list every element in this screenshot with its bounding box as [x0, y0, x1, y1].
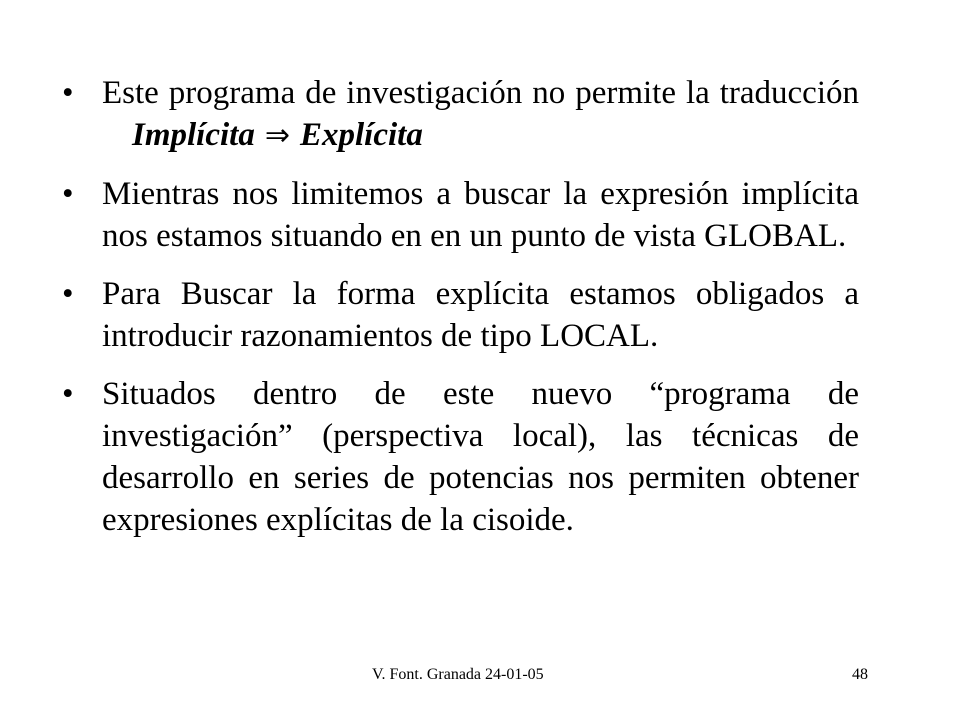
- bullet-text: [102, 72, 859, 157]
- bullet-item-translation: [62, 72, 859, 157]
- bullet-marker: •: [62, 176, 74, 212]
- bullet-text: Mientras nos limitemos a buscar la expresión implícita nos estamos situando en en un punto de vista GLOBAL.: [102, 176, 859, 254]
- bullet-marker: •: [62, 276, 74, 312]
- bullet-marker: •: [62, 376, 74, 412]
- term-implicit: Implícita: [132, 117, 255, 153]
- term-explicit: Explícita: [299, 117, 423, 153]
- footer-author-date: V. Font. Granada 24-01-05: [372, 666, 544, 683]
- bullet-text-before: Este programa de investigación no permite la traducción: [102, 75, 859, 111]
- bullet-item-global: [62, 173, 859, 257]
- footer-page-number: 48: [852, 666, 868, 683]
- bullet-text: Situados dentro de este nuevo “programa de investigación” (perspectiva local), las técnicas de desarrollo en series de potencias nos permiten obtener expresiones explícitas de la cisoide.: [102, 376, 859, 538]
- bullet-item-local: [62, 273, 859, 357]
- bullet-list: [62, 72, 859, 557]
- bullet-marker: •: [62, 75, 74, 111]
- bullet-item-series: [62, 373, 859, 541]
- bullet-text: Para Buscar la forma explícita estamos obligados a introducir razonamientos de tipo LOCAL.: [102, 276, 859, 354]
- implies-arrow-icon: ⇒: [264, 118, 290, 153]
